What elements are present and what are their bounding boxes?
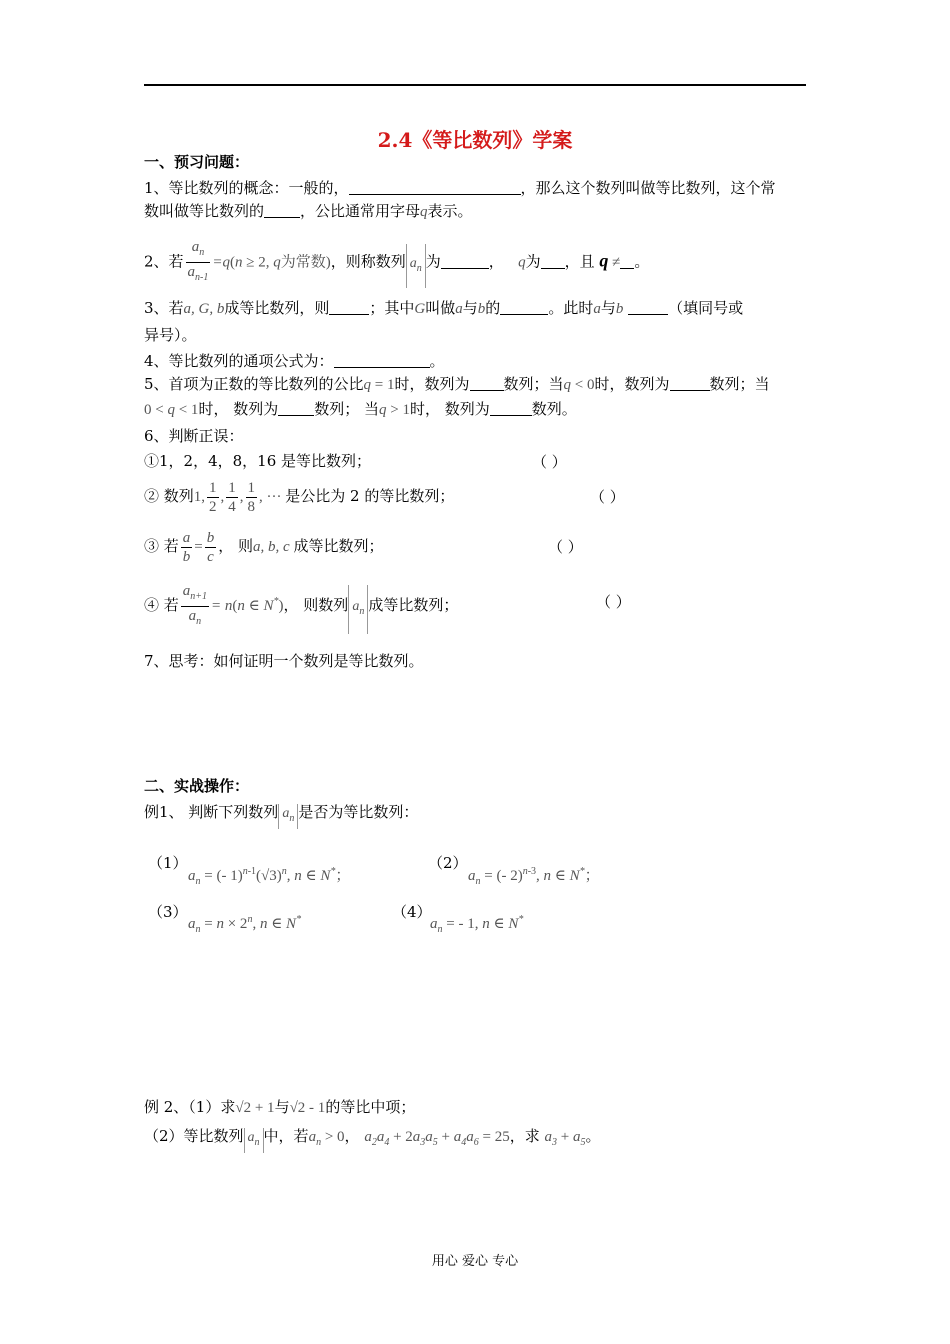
answer-blank[interactable]: [264, 202, 300, 218]
question-5-line-1: 5、首项为正数的等比数列的公比q = 1时，数列为 数列；当q < 0时，数列为 数列；当: [144, 375, 770, 393]
formula-2: $a_n$ = (- 2)$^{n-3}$, n ∈ N*；: [468, 866, 600, 887]
judge-item-4: ④ 若 $\frac{a_{n+1}}{a_n}$ = n(n ∈ N*)， 则数列 $a_n$ 成等比数列；: [144, 580, 458, 634]
example-2-part-2: （2）等比数列 $a_n$ 中，若$a_n > 0$， $a_2a_4 + 2a_3a_5 + a_4a_6 = 25$，求 $a_3 + a_5$。: [144, 1126, 601, 1153]
answer-blank[interactable]: [541, 253, 565, 269]
answer-blank[interactable]: [349, 179, 521, 195]
question-1-line-2: 数叫做等比数列的 ，公比通常用字母q表示。: [144, 202, 473, 220]
header-rule: [144, 84, 806, 86]
question-3-line-2: 异号）。: [144, 326, 197, 344]
answer-paren[interactable]: （ ）: [596, 593, 631, 611]
judge-item-3: ③ 若 $\frac{a}{b}$ = $\frac{b}{c}$ ， 则a, b, c 成等比数列；: [144, 529, 384, 565]
formula-3: $a_n = n \times 2^n$, n ∈ N*: [188, 914, 302, 935]
example-1-item-3: （3）: [148, 903, 188, 921]
question-4: 4、等比数列的通项公式为： 。: [144, 352, 445, 370]
question-6: 6、判断正误：: [144, 427, 244, 445]
answer-paren[interactable]: （ ）: [548, 538, 583, 556]
question-2: 2、若 $\frac{a_n}{a_{n-1}}$ =q(n ≥ 2, q为常数)，则称数列 $a_n$ 为 ， q为 ，且 q ≠ 。: [144, 238, 649, 288]
answer-blank[interactable]: [470, 375, 504, 391]
question-5-line-2: 0 < q < 1时， 数列为 数列； 当q > 1时， 数列为 数列。: [144, 400, 577, 418]
page-footer: 用心 爱心 专心: [431, 1254, 519, 1269]
answer-blank[interactable]: [441, 253, 489, 269]
question-3-line-1: 3、若a, G, b成等比数列，则 ；其中G叫做a与b的 。此时a与b （填同号或: [144, 299, 744, 317]
judge-item-1: ①1，2，4，8，16 是等比数列；: [144, 452, 372, 470]
section-2-heading: 二、实战操作：: [144, 777, 250, 795]
judge-item-2: ② 数列1, $\frac{1}{2}$ , $\frac{1}{4}$ , $\frac{1}{8}$ , ··· 是公比为 2 的等比数列；: [144, 479, 455, 515]
section-1-heading: 一、预习问题：: [144, 153, 250, 171]
answer-blank[interactable]: [329, 299, 369, 315]
answer-blank[interactable]: [620, 253, 634, 269]
answer-paren[interactable]: （ ）: [532, 453, 567, 471]
example-1: 例1、 判断下列数列 $a_n$ 是否为等比数列：: [144, 802, 418, 829]
question-7: 7、思考：如何证明一个数列是等比数列。: [144, 652, 424, 670]
answer-blank[interactable]: [278, 400, 314, 416]
example-2-part-1: 例 2、（1）求√2 + 1与√2 - 1的等比中项；: [144, 1098, 416, 1116]
formula-4: $a_n$ = - 1, n ∈ N*: [430, 914, 524, 935]
ratio-fraction: $\frac{a_n}{a_{n-1}}$: [187, 239, 209, 283]
answer-blank[interactable]: [628, 299, 668, 315]
answer-paren[interactable]: （ ）: [590, 488, 625, 506]
answer-blank[interactable]: [670, 375, 710, 391]
example-1-item-4: （4）: [392, 903, 432, 921]
example-1-item-2: （2）: [428, 854, 468, 872]
example-1-item-1: （1）: [148, 854, 188, 872]
answer-blank[interactable]: [490, 400, 532, 416]
page-title: 2.4《等比数列》学案: [377, 128, 573, 152]
answer-blank[interactable]: [334, 352, 430, 368]
question-1-line-1: 1、等比数列的概念：一般的， ，那么这个数列叫做等比数列，这个常: [144, 179, 776, 197]
answer-blank[interactable]: [500, 299, 548, 315]
formula-1: $a_n$ = (- $1)^{n-1}(√3)^n$, n ∈ N*；: [188, 866, 351, 887]
